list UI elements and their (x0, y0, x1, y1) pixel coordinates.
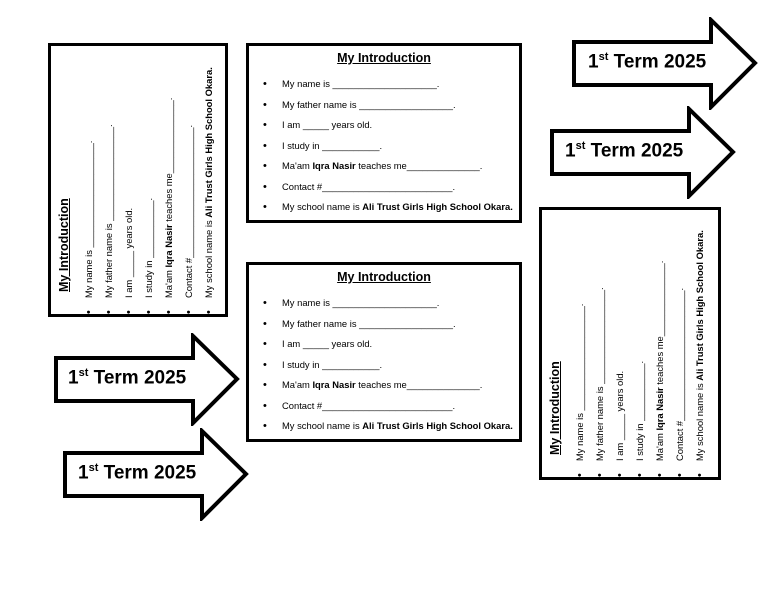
list-item (670, 210, 690, 480)
list-item-text-pre: Contact #_________________________. (282, 399, 456, 411)
list-item-text-post: teaches me______________. (163, 97, 174, 225)
card-title: My Introduction (548, 361, 562, 455)
list-item-text-post: teaches me______________. (654, 260, 665, 388)
list-item-text-pre: I am _____ years old. (282, 119, 373, 130)
list-item-text-pre: Ma'am (282, 160, 313, 171)
list-item-text-bold: Ali Trust Girls High School Okara. (362, 201, 513, 212)
list-item-text-pre: Ma'am (163, 267, 174, 298)
term-arrow-4 (62, 428, 249, 521)
list-item (249, 74, 519, 95)
card-title: My Introduction (337, 270, 431, 284)
intro-list (249, 74, 519, 218)
list-item-text-bold: Iqra Nasir (312, 160, 356, 171)
term-arrow-1 (571, 17, 758, 110)
list-item (99, 46, 119, 317)
list-item (249, 197, 519, 218)
list-item-text-bold: Iqra Nasir (163, 224, 174, 268)
list-item-text-pre: I study in ___________. (282, 358, 383, 370)
term-label: 1st Term 2025 (565, 140, 684, 162)
list-item-text-pre: My name is ____________________. (83, 140, 94, 298)
list-item (249, 355, 519, 376)
intro-card-horizontal-top (246, 43, 522, 223)
list-item (690, 210, 710, 480)
list-item-text-pre: I am _____ years old. (282, 338, 373, 349)
list-item (249, 314, 519, 335)
list-item (249, 136, 519, 157)
list-item-text-bold: Iqra Nasir (312, 379, 356, 390)
list-item (179, 46, 199, 317)
list-item-text-pre: I study in ___________. (143, 197, 154, 298)
list-item-text-bold: Ali Trust Girls High School Okara. (694, 230, 705, 381)
list-item-text-pre: My school name is (694, 380, 705, 461)
list-item-text-pre: I study in ___________. (634, 360, 645, 461)
list-item-text-bold: Iqra Nasir (654, 387, 665, 431)
list-item-text-post: teaches me______________. (355, 379, 483, 390)
list-item-text-pre: My school name is (282, 420, 363, 431)
list-item-text-pre: My father name is __________________. (282, 98, 456, 110)
list-item-text-pre: Ma'am (282, 379, 313, 390)
list-item (249, 156, 519, 177)
card-title: My Introduction (337, 51, 431, 65)
list-item (249, 95, 519, 116)
list-item (249, 396, 519, 417)
list-item (610, 210, 630, 480)
list-item (249, 334, 519, 355)
term-label: 1st Term 2025 (78, 462, 197, 484)
card-title: My Introduction (57, 198, 71, 292)
list-item (249, 375, 519, 396)
list-item (630, 210, 650, 480)
list-item (249, 293, 519, 314)
list-item-text-pre: My school name is (203, 217, 214, 298)
list-item (249, 177, 519, 198)
list-item-text-pre: My name is ____________________. (574, 303, 585, 461)
term-arrow-2 (549, 106, 736, 199)
list-item (139, 46, 159, 317)
list-item-text-pre: Contact #_________________________. (183, 124, 194, 298)
list-item-text-pre: I study in ___________. (282, 139, 383, 151)
list-item-text-pre: I am _____ years old. (614, 370, 625, 461)
list-item (79, 46, 99, 317)
intro-card-horizontal-bottom (246, 262, 522, 442)
term-label: 1st Term 2025 (588, 51, 707, 73)
term-arrow-3 (53, 333, 240, 426)
list-item-text-pre: My father name is __________________. (282, 317, 456, 329)
list-item-text-post: teaches me______________. (355, 160, 483, 171)
intro-card-vertical-right (539, 207, 721, 480)
list-item (570, 210, 590, 480)
list-item (650, 210, 670, 480)
list-item (249, 115, 519, 136)
intro-list (79, 46, 219, 317)
list-item (119, 46, 139, 317)
list-item (159, 46, 179, 317)
list-item-text-pre: I am _____ years old. (123, 207, 134, 298)
list-item-text-pre: My school name is (282, 201, 363, 212)
list-item-text-pre: My name is ____________________. (282, 78, 440, 89)
list-item-text-pre: My father name is __________________. (594, 287, 605, 461)
list-item (590, 210, 610, 480)
term-label: 1st Term 2025 (68, 367, 187, 389)
list-item-text-pre: Contact #_________________________. (674, 287, 685, 461)
list-item (249, 416, 519, 437)
intro-list (249, 293, 519, 437)
list-item-text-pre: My name is ____________________. (282, 297, 440, 308)
list-item-text-pre: Ma'am (654, 430, 665, 461)
list-item (199, 46, 219, 317)
list-item-text-pre: Contact #_________________________. (282, 180, 456, 192)
list-item-text-bold: Ali Trust Girls High School Okara. (203, 67, 214, 218)
intro-list (570, 210, 710, 480)
list-item-text-pre: My father name is __________________. (103, 124, 114, 298)
list-item-text-bold: Ali Trust Girls High School Okara. (362, 420, 513, 431)
intro-card-vertical-left (48, 43, 228, 317)
